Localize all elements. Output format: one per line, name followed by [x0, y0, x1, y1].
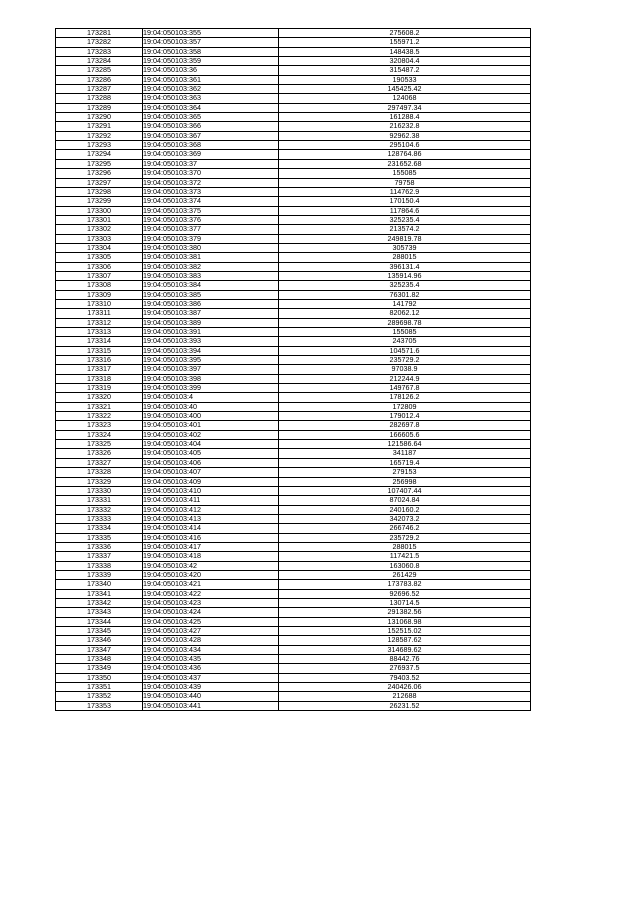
cadastral-number-cell: 19:04:050103:413: [143, 514, 279, 523]
value-cell: 92696.52: [279, 589, 531, 598]
value-cell: 178126.2: [279, 393, 531, 402]
table-row: [56, 131, 531, 140]
value-cell: 235729.2: [279, 533, 531, 542]
table-row: [56, 655, 531, 664]
row-id-cell: 173306: [56, 262, 143, 271]
value-cell: 97038.9: [279, 365, 531, 374]
cadastral-number-cell: 19:04:050103:421: [143, 580, 279, 589]
table-row: [56, 159, 531, 168]
row-id-cell: 173316: [56, 356, 143, 365]
table-row: [56, 29, 531, 38]
cadastral-number-cell: 19:04:050103:357: [143, 38, 279, 47]
row-id-cell: 173337: [56, 552, 143, 561]
value-cell: 325235.4: [279, 215, 531, 224]
value-cell: 121586.64: [279, 440, 531, 449]
table-row: [56, 561, 531, 570]
table-row: [56, 346, 531, 355]
value-cell: 190533: [279, 75, 531, 84]
cadastral-number-cell: 19:04:050103:359: [143, 57, 279, 66]
table-row: [56, 440, 531, 449]
table-row: [56, 75, 531, 84]
row-id-cell: 173342: [56, 598, 143, 607]
value-cell: 149767.8: [279, 384, 531, 393]
cadastral-number-cell: 19:04:050103:424: [143, 608, 279, 617]
table-row: [56, 449, 531, 458]
row-id-cell: 173313: [56, 328, 143, 337]
row-id-cell: 173321: [56, 402, 143, 411]
cadastral-number-cell: 19:04:050103:405: [143, 449, 279, 458]
cadastral-number-cell: 19:04:050103:381: [143, 253, 279, 262]
table-row: [56, 692, 531, 701]
cadastral-number-cell: 19:04:050103:40: [143, 402, 279, 411]
value-cell: 152515.02: [279, 627, 531, 636]
value-cell: 314689.62: [279, 645, 531, 654]
table-row: [56, 309, 531, 318]
cadastral-number-cell: 19:04:050103:395: [143, 356, 279, 365]
cadastral-number-cell: 19:04:050103:376: [143, 215, 279, 224]
row-id-cell: 173322: [56, 412, 143, 421]
table-row: [56, 570, 531, 579]
row-id-cell: 173335: [56, 533, 143, 542]
table-row: [56, 225, 531, 234]
table-row: [56, 402, 531, 411]
row-id-cell: 173319: [56, 384, 143, 393]
cadastral-number-cell: 19:04:050103:393: [143, 337, 279, 346]
cadastral-number-cell: 19:04:050103:409: [143, 477, 279, 486]
table-row: [56, 496, 531, 505]
cadastral-number-cell: 19:04:050103:385: [143, 290, 279, 299]
cadastral-number-cell: 19:04:050103:428: [143, 636, 279, 645]
cadastral-number-cell: 19:04:050103:407: [143, 468, 279, 477]
table-row: [56, 57, 531, 66]
table-row: [56, 645, 531, 654]
cadastral-number-cell: 19:04:050103:355: [143, 29, 279, 38]
value-cell: 320804.4: [279, 57, 531, 66]
table-row: [56, 141, 531, 150]
row-id-cell: 173295: [56, 159, 143, 168]
table-row: [56, 477, 531, 486]
row-id-cell: 173347: [56, 645, 143, 654]
cadastral-number-cell: 19:04:050103:406: [143, 458, 279, 467]
row-id-cell: 173336: [56, 542, 143, 551]
cadastral-number-cell: 19:04:050103:364: [143, 103, 279, 112]
data-table: [55, 28, 531, 711]
table-row: [56, 299, 531, 308]
row-id-cell: 173340: [56, 580, 143, 589]
value-cell: 213574.2: [279, 225, 531, 234]
table-row: [56, 430, 531, 439]
table-row: [56, 458, 531, 467]
row-id-cell: 173331: [56, 496, 143, 505]
row-id-cell: 173314: [56, 337, 143, 346]
cadastral-number-cell: 19:04:050103:420: [143, 570, 279, 579]
row-id-cell: 173287: [56, 85, 143, 94]
table-row: [56, 290, 531, 299]
cadastral-number-cell: 19:04:050103:400: [143, 412, 279, 421]
value-cell: 155085: [279, 169, 531, 178]
cadastral-number-cell: 19:04:050103:404: [143, 440, 279, 449]
cadastral-number-cell: 19:04:050103:358: [143, 47, 279, 56]
value-cell: 342073.2: [279, 514, 531, 523]
table-row: [56, 178, 531, 187]
cadastral-number-cell: 19:04:050103:379: [143, 234, 279, 243]
cadastral-number-cell: 19:04:050103:377: [143, 225, 279, 234]
table-row: [56, 552, 531, 561]
value-cell: 117864.6: [279, 206, 531, 215]
table-row: [56, 374, 531, 383]
row-id-cell: 173328: [56, 468, 143, 477]
row-id-cell: 173286: [56, 75, 143, 84]
table-row: [56, 701, 531, 710]
value-cell: 291382.56: [279, 608, 531, 617]
value-cell: 325235.4: [279, 281, 531, 290]
value-cell: 289698.78: [279, 318, 531, 327]
value-cell: 26231.52: [279, 701, 531, 710]
cadastral-number-cell: 19:04:050103:412: [143, 505, 279, 514]
row-id-cell: 173341: [56, 589, 143, 598]
row-id-cell: 173291: [56, 122, 143, 131]
cadastral-number-cell: 19:04:050103:373: [143, 187, 279, 196]
row-id-cell: 173320: [56, 393, 143, 402]
row-id-cell: 173290: [56, 113, 143, 122]
value-cell: 130714.5: [279, 598, 531, 607]
value-cell: 131068.98: [279, 617, 531, 626]
cadastral-number-cell: 19:04:050103:382: [143, 262, 279, 271]
value-cell: 256998: [279, 477, 531, 486]
value-cell: 240160.2: [279, 505, 531, 514]
table-row: [56, 468, 531, 477]
row-id-cell: 173344: [56, 617, 143, 626]
value-cell: 145425.42: [279, 85, 531, 94]
value-cell: 124068: [279, 94, 531, 103]
table-row: [56, 412, 531, 421]
row-id-cell: 173352: [56, 692, 143, 701]
row-id-cell: 173296: [56, 169, 143, 178]
value-cell: 79758: [279, 178, 531, 187]
row-id-cell: 173311: [56, 309, 143, 318]
cadastral-number-cell: 19:04:050103:397: [143, 365, 279, 374]
table-row: [56, 169, 531, 178]
row-id-cell: 173302: [56, 225, 143, 234]
row-id-cell: 173351: [56, 683, 143, 692]
table-row: [56, 673, 531, 682]
row-id-cell: 173281: [56, 29, 143, 38]
row-id-cell: 173345: [56, 627, 143, 636]
value-cell: 107407.44: [279, 486, 531, 495]
row-id-cell: 173283: [56, 47, 143, 56]
table-row: [56, 384, 531, 393]
value-cell: 148438.5: [279, 47, 531, 56]
value-cell: 341187: [279, 449, 531, 458]
table-row: [56, 66, 531, 75]
table-row: [56, 328, 531, 337]
row-id-cell: 173315: [56, 346, 143, 355]
table-row: [56, 486, 531, 495]
row-id-cell: 173307: [56, 271, 143, 280]
table-row: [56, 103, 531, 112]
table-row: [56, 113, 531, 122]
cadastral-number-cell: 19:04:050103:361: [143, 75, 279, 84]
table-row: [56, 542, 531, 551]
table-row: [56, 598, 531, 607]
row-id-cell: 173298: [56, 187, 143, 196]
value-cell: 297497.34: [279, 103, 531, 112]
cadastral-number-cell: 19:04:050103:363: [143, 94, 279, 103]
cadastral-number-cell: 19:04:050103:370: [143, 169, 279, 178]
row-id-cell: 173285: [56, 66, 143, 75]
cadastral-number-cell: 19:04:050103:440: [143, 692, 279, 701]
row-id-cell: 173333: [56, 514, 143, 523]
table-row: [56, 505, 531, 514]
value-cell: 249819.78: [279, 234, 531, 243]
table-row: [56, 617, 531, 626]
table-row: [56, 253, 531, 262]
value-cell: 155085: [279, 328, 531, 337]
row-id-cell: 173289: [56, 103, 143, 112]
cadastral-number-cell: 19:04:050103:435: [143, 655, 279, 664]
value-cell: 114762.9: [279, 187, 531, 196]
row-id-cell: 173284: [56, 57, 143, 66]
row-id-cell: 173282: [56, 38, 143, 47]
table-row: [56, 122, 531, 131]
table-row: [56, 421, 531, 430]
value-cell: 165719.4: [279, 458, 531, 467]
cadastral-number-cell: 19:04:050103:416: [143, 533, 279, 542]
row-id-cell: 173294: [56, 150, 143, 159]
value-cell: 305739: [279, 243, 531, 252]
cadastral-number-cell: 19:04:050103:372: [143, 178, 279, 187]
table-row: [56, 608, 531, 617]
row-id-cell: 173334: [56, 524, 143, 533]
value-cell: 128764.86: [279, 150, 531, 159]
row-id-cell: 173299: [56, 197, 143, 206]
cadastral-number-cell: 19:04:050103:387: [143, 309, 279, 318]
row-id-cell: 173350: [56, 673, 143, 682]
value-cell: 135914.96: [279, 271, 531, 280]
row-id-cell: 173326: [56, 449, 143, 458]
table-row: [56, 271, 531, 280]
row-id-cell: 173339: [56, 570, 143, 579]
value-cell: 117421.5: [279, 552, 531, 561]
table-row: [56, 524, 531, 533]
row-id-cell: 173348: [56, 655, 143, 664]
table-row: [56, 533, 531, 542]
row-id-cell: 173303: [56, 234, 143, 243]
table-row: [56, 243, 531, 252]
row-id-cell: 173309: [56, 290, 143, 299]
value-cell: 396131.4: [279, 262, 531, 271]
cadastral-number-cell: 19:04:050103:367: [143, 131, 279, 140]
table-row: [56, 206, 531, 215]
cadastral-number-cell: 19:04:050103:386: [143, 299, 279, 308]
row-id-cell: 173353: [56, 701, 143, 710]
value-cell: 279153: [279, 468, 531, 477]
cadastral-number-cell: 19:04:050103:441: [143, 701, 279, 710]
value-cell: 92962.38: [279, 131, 531, 140]
value-cell: 173783.82: [279, 580, 531, 589]
cadastral-number-cell: 19:04:050103:375: [143, 206, 279, 215]
row-id-cell: 173308: [56, 281, 143, 290]
cadastral-number-cell: 19:04:050103:36: [143, 66, 279, 75]
cadastral-number-cell: 19:04:050103:398: [143, 374, 279, 383]
row-id-cell: 173301: [56, 215, 143, 224]
row-id-cell: 173317: [56, 365, 143, 374]
cadastral-number-cell: 19:04:050103:401: [143, 421, 279, 430]
value-cell: 172809: [279, 402, 531, 411]
row-id-cell: 173338: [56, 561, 143, 570]
row-id-cell: 173324: [56, 430, 143, 439]
row-id-cell: 173327: [56, 458, 143, 467]
table-row: [56, 365, 531, 374]
cadastral-number-cell: 19:04:050103:374: [143, 197, 279, 206]
table-row: [56, 281, 531, 290]
value-cell: 282697.8: [279, 421, 531, 430]
value-cell: 315487.2: [279, 66, 531, 75]
row-id-cell: 173305: [56, 253, 143, 262]
row-id-cell: 173312: [56, 318, 143, 327]
table-row: [56, 85, 531, 94]
cadastral-number-cell: 19:04:050103:425: [143, 617, 279, 626]
row-id-cell: 173346: [56, 636, 143, 645]
cadastral-number-cell: 19:04:050103:384: [143, 281, 279, 290]
value-cell: 170150.4: [279, 197, 531, 206]
cadastral-number-cell: 19:04:050103:422: [143, 589, 279, 598]
value-cell: 266746.2: [279, 524, 531, 533]
cadastral-number-cell: 19:04:050103:434: [143, 645, 279, 654]
value-cell: 288015: [279, 253, 531, 262]
cadastral-number-cell: 19:04:050103:391: [143, 328, 279, 337]
value-cell: 212244.9: [279, 374, 531, 383]
value-cell: 235729.2: [279, 356, 531, 365]
row-id-cell: 173297: [56, 178, 143, 187]
value-cell: 87024.84: [279, 496, 531, 505]
value-cell: 166605.6: [279, 430, 531, 439]
value-cell: 243705: [279, 337, 531, 346]
row-id-cell: 173300: [56, 206, 143, 215]
cadastral-number-cell: 19:04:050103:365: [143, 113, 279, 122]
row-id-cell: 173332: [56, 505, 143, 514]
cadastral-number-cell: 19:04:050103:437: [143, 673, 279, 682]
value-cell: 163060.8: [279, 561, 531, 570]
cadastral-number-cell: 19:04:050103:368: [143, 141, 279, 150]
cadastral-number-cell: 19:04:050103:427: [143, 627, 279, 636]
table-row: [56, 580, 531, 589]
value-cell: 240426.06: [279, 683, 531, 692]
cadastral-number-cell: 19:04:050103:37: [143, 159, 279, 168]
table-row: [56, 636, 531, 645]
cadastral-number-cell: 19:04:050103:411: [143, 496, 279, 505]
value-cell: 179012.4: [279, 412, 531, 421]
table-row: [56, 47, 531, 56]
row-id-cell: 173323: [56, 421, 143, 430]
cadastral-number-cell: 19:04:050103:362: [143, 85, 279, 94]
row-id-cell: 173304: [56, 243, 143, 252]
value-cell: 231652.68: [279, 159, 531, 168]
table-row: [56, 262, 531, 271]
table-row: [56, 337, 531, 346]
table-body: [56, 29, 531, 711]
row-id-cell: 173343: [56, 608, 143, 617]
value-cell: 104571.6: [279, 346, 531, 355]
cadastral-number-cell: 19:04:050103:436: [143, 664, 279, 673]
row-id-cell: 173293: [56, 141, 143, 150]
value-cell: 261429: [279, 570, 531, 579]
table-row: [56, 356, 531, 365]
table-row: [56, 318, 531, 327]
table-row: [56, 197, 531, 206]
cadastral-number-cell: 19:04:050103:410: [143, 486, 279, 495]
value-cell: 275608.2: [279, 29, 531, 38]
row-id-cell: 173292: [56, 131, 143, 140]
row-id-cell: 173288: [56, 94, 143, 103]
table-row: [56, 589, 531, 598]
row-id-cell: 173310: [56, 299, 143, 308]
value-cell: 76301.82: [279, 290, 531, 299]
table-row: [56, 94, 531, 103]
table-row: [56, 234, 531, 243]
value-cell: 276937.5: [279, 664, 531, 673]
value-cell: 288015: [279, 542, 531, 551]
table-row: [56, 187, 531, 196]
table-row: [56, 514, 531, 523]
value-cell: 141792: [279, 299, 531, 308]
cadastral-number-cell: 19:04:050103:418: [143, 552, 279, 561]
cadastral-number-cell: 19:04:050103:399: [143, 384, 279, 393]
value-cell: 295104.6: [279, 141, 531, 150]
row-id-cell: 173349: [56, 664, 143, 673]
table-row: [56, 683, 531, 692]
cadastral-number-cell: 19:04:050103:389: [143, 318, 279, 327]
cadastral-number-cell: 19:04:050103:42: [143, 561, 279, 570]
value-cell: 79403.52: [279, 673, 531, 682]
table-row: [56, 150, 531, 159]
cadastral-number-cell: 19:04:050103:402: [143, 430, 279, 439]
cadastral-number-cell: 19:04:050103:369: [143, 150, 279, 159]
cadastral-number-cell: 19:04:050103:417: [143, 542, 279, 551]
value-cell: 128587.62: [279, 636, 531, 645]
value-cell: 161288.4: [279, 113, 531, 122]
row-id-cell: 173325: [56, 440, 143, 449]
table-row: [56, 627, 531, 636]
cadastral-number-cell: 19:04:050103:380: [143, 243, 279, 252]
cadastral-number-cell: 19:04:050103:423: [143, 598, 279, 607]
cadastral-number-cell: 19:04:050103:439: [143, 683, 279, 692]
value-cell: 155971.2: [279, 38, 531, 47]
row-id-cell: 173330: [56, 486, 143, 495]
cadastral-number-cell: 19:04:050103:4: [143, 393, 279, 402]
value-cell: 212688: [279, 692, 531, 701]
value-cell: 82062.12: [279, 309, 531, 318]
row-id-cell: 173329: [56, 477, 143, 486]
cadastral-number-cell: 19:04:050103:394: [143, 346, 279, 355]
cadastral-number-cell: 19:04:050103:383: [143, 271, 279, 280]
table-row: [56, 38, 531, 47]
cadastral-number-cell: 19:04:050103:366: [143, 122, 279, 131]
table-row: [56, 215, 531, 224]
cadastral-number-cell: 19:04:050103:414: [143, 524, 279, 533]
value-cell: 216232.8: [279, 122, 531, 131]
value-cell: 88442.76: [279, 655, 531, 664]
row-id-cell: 173318: [56, 374, 143, 383]
table-row: [56, 664, 531, 673]
table-row: [56, 393, 531, 402]
